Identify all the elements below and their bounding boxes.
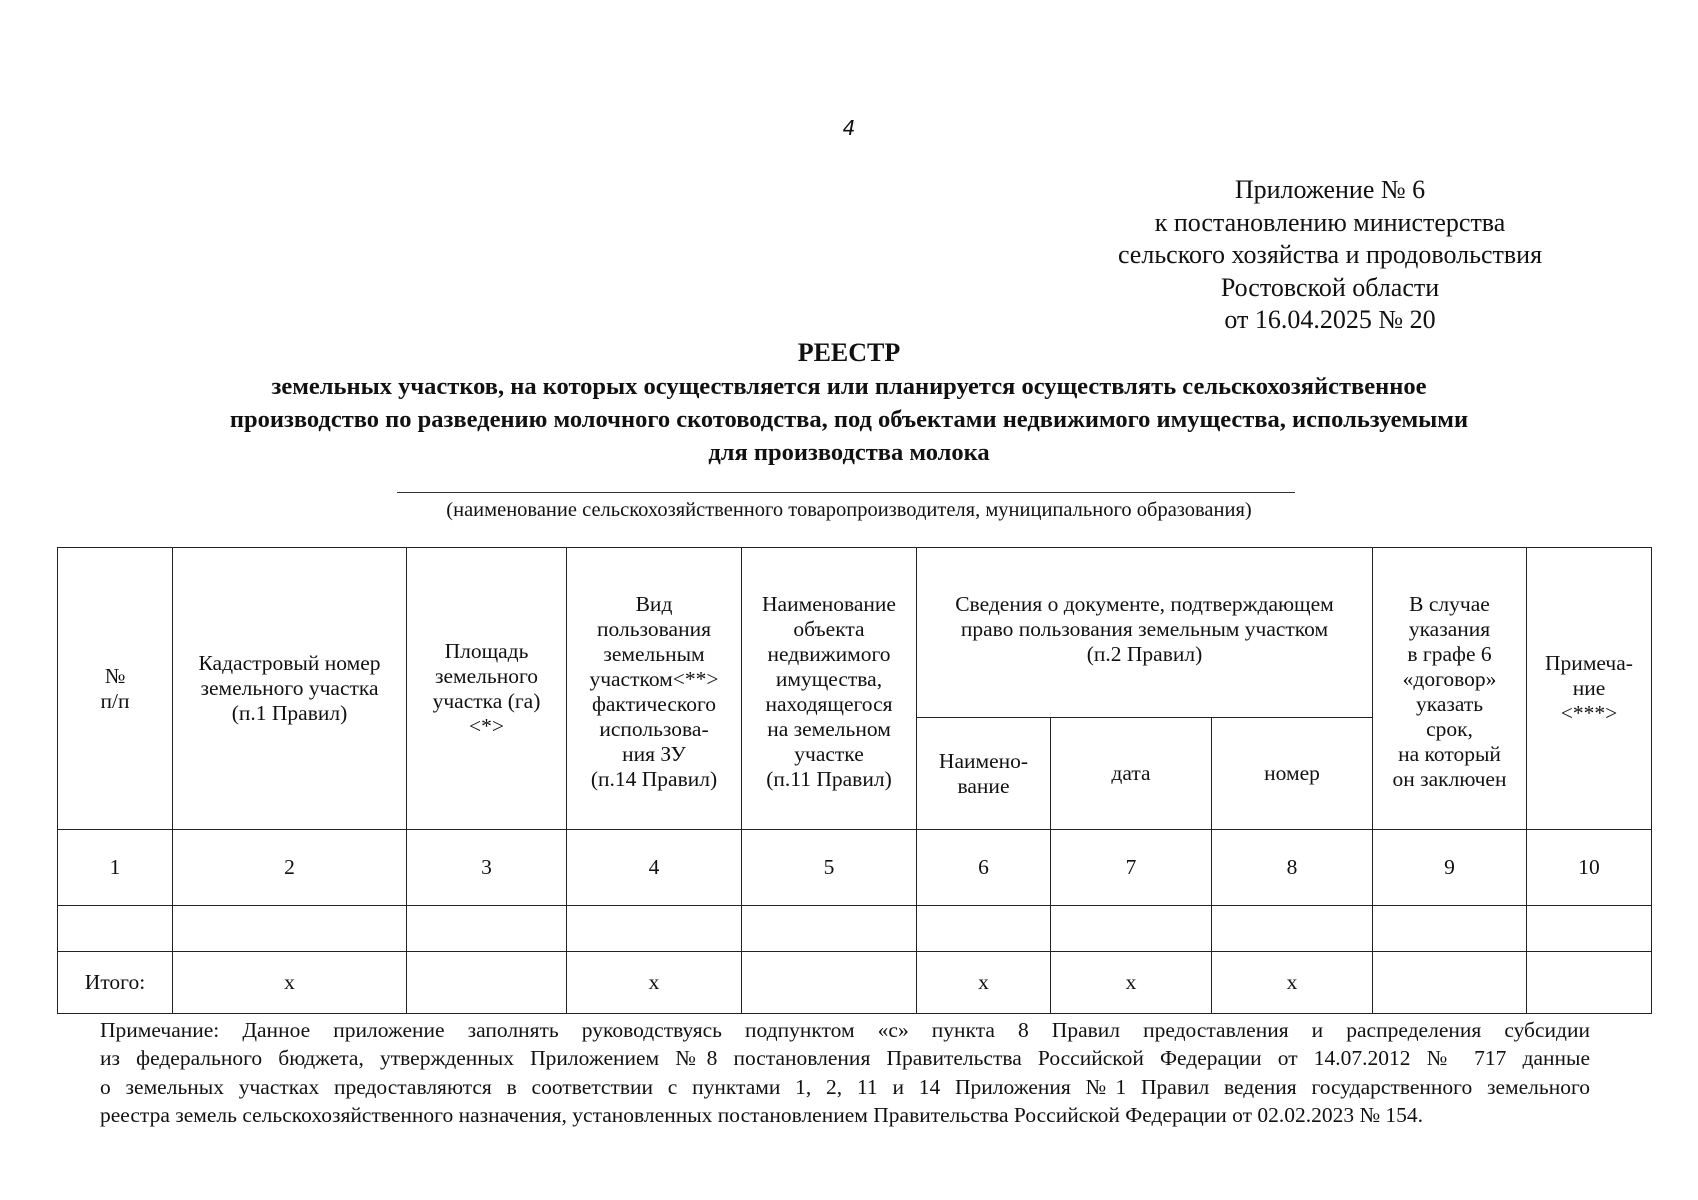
header-cell-usage-type: Вид пользования земельным участком<**> фактического использова- ния ЗУ (п.14 Правил)	[567, 548, 742, 830]
header-cell-document-name: Наимено- вание	[917, 718, 1051, 830]
producer-name-blank-line	[397, 492, 1295, 493]
column-number-cell: 8	[1212, 830, 1373, 906]
table-cell	[1212, 906, 1373, 952]
header-cell-document-date: дата	[1051, 718, 1212, 830]
header-cell-area: Площадь земельного участка (га) <*>	[407, 548, 567, 830]
column-number-cell: 10	[1527, 830, 1652, 906]
header-cell-document-number: номер	[1212, 718, 1373, 830]
total-cell	[1373, 952, 1527, 1014]
producer-caption: (наименование сельскохозяйственного товаропроизводителя, муниципального образования)	[446, 499, 1252, 521]
footnote-block	[100, 1016, 1590, 1130]
column-number-row	[58, 830, 1652, 906]
appendix-line: Ростовской области	[1220, 272, 1440, 302]
header-cell-property-name: Наименование объекта недвижимого имущества, находящегося на земельном участке (п.11 Правил)	[742, 548, 917, 830]
column-number-cell: 1	[58, 830, 173, 906]
header-cell-contract-term: В случае указания в графе 6 «договор» указать срок, на который он заключен	[1373, 548, 1527, 830]
appendix-block	[1080, 174, 1580, 337]
column-number-cell: 4	[567, 830, 742, 906]
document-title: РЕЕСТР	[797, 338, 901, 367]
header-cell-document-info: Сведения о документе, подтверждающем право пользования земельным участком (п.2 Правил)	[917, 548, 1373, 718]
table-cell	[1373, 906, 1527, 952]
column-number-cell: 6	[917, 830, 1051, 906]
table-cell	[742, 906, 917, 952]
document-subtitle	[110, 370, 1588, 469]
total-cell	[407, 952, 567, 1014]
table-cell	[567, 906, 742, 952]
total-cell: x	[1051, 952, 1212, 1014]
column-number-cell: 2	[173, 830, 407, 906]
header-cell-cadastral-number: Кадастровый номер земельного участка (п.1 Правил)	[173, 548, 407, 830]
appendix-line: к постановлению министерства	[1154, 207, 1506, 237]
total-cell	[742, 952, 917, 1014]
footnote-line: реестра земель сельскохозяйственного назначения, установленных постановлением Правительства Российской Федерации от 02.02.2023 № 154.	[100, 1103, 1424, 1128]
column-number-cell: 5	[742, 830, 917, 906]
header-row	[58, 548, 1652, 718]
total-row	[58, 952, 1652, 1014]
header-cell-remark: Примеча- ние <***>	[1527, 548, 1652, 830]
total-cell: x	[567, 952, 742, 1014]
table-cell	[58, 906, 173, 952]
table-cell	[407, 906, 567, 952]
footnote-line: из федерального бюджета, утвержденных Приложением №8 постановления Правительства Российской Федерации от 14.07.2012 № 717 данные	[100, 1046, 1590, 1071]
total-label-cell: Итого:	[58, 952, 173, 1014]
registry-table	[57, 547, 1652, 1014]
page-number: 4	[842, 116, 856, 140]
column-number-cell: 7	[1051, 830, 1212, 906]
appendix-line: сельского хозяйства и продовольствия	[1117, 240, 1543, 269]
footnote-line: о земельных участках предоставляются в соответствии с пунктами 1, 2, 11 и 14 Приложения №1 Правил ведения государственного земельного	[100, 1074, 1590, 1099]
table-cell	[1051, 906, 1212, 952]
header-cell-index: № п/п	[58, 548, 173, 830]
appendix-line: от 16.04.2025 № 20	[1224, 305, 1436, 334]
appendix-line: Приложение № 6	[1234, 175, 1426, 204]
subtitle-line: производство по разведению молочного скотоводства, под объектами недвижимого имущества, используемыми	[229, 406, 1469, 433]
column-number-cell: 3	[407, 830, 567, 906]
column-number-cell: 9	[1373, 830, 1527, 906]
subtitle-line: земельных участков, на которых осуществляется или планируется осуществлять сельскохозяйственное	[271, 373, 1427, 400]
total-cell: x	[917, 952, 1051, 1014]
table-row	[58, 906, 1652, 952]
total-cell: x	[173, 952, 407, 1014]
total-cell	[1527, 952, 1652, 1014]
subtitle-line: для производства молока	[708, 439, 990, 466]
footnote-line: Примечание: Данное приложение заполнять руководствуясь подпунктом «с» пункта 8 Правил предоставления и распределения субсидии	[100, 1018, 1590, 1042]
total-cell: x	[1212, 952, 1373, 1014]
table-cell	[917, 906, 1051, 952]
table-cell	[1527, 906, 1652, 952]
table-cell	[173, 906, 407, 952]
